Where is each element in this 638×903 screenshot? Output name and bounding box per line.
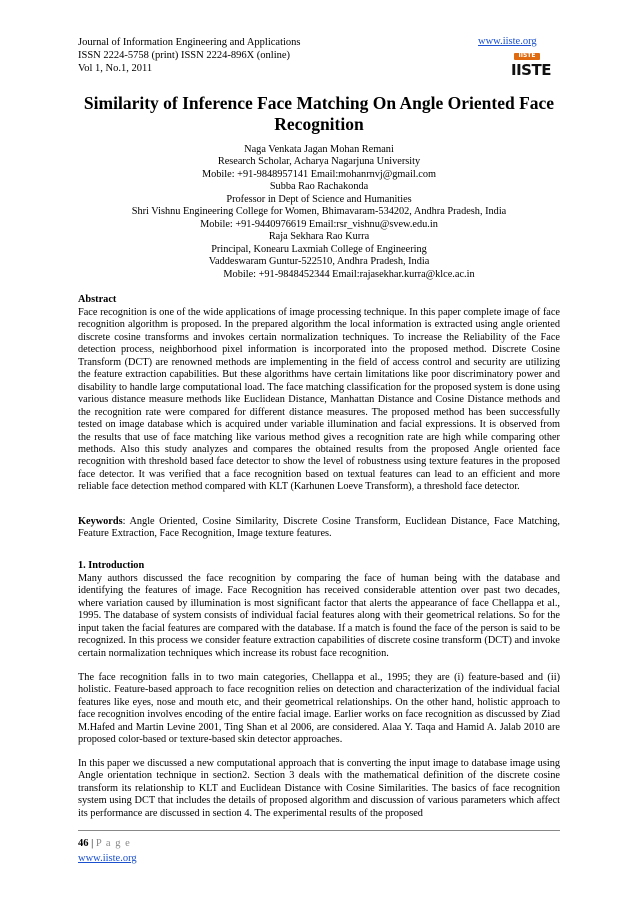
- author-line: Shri Vishnu Engineering College for Women, Bhimavaram-534202, Andhra Pradesh, India: [131, 206, 507, 218]
- author-line: Mobile: +91-9848452344 Email:rajasekhar.kurra@klce.ac.in: [223, 268, 475, 280]
- author-line: Research Scholar, Acharya Nagarjuna University: [217, 156, 421, 168]
- footer-divider: [78, 830, 560, 831]
- author-line: Mobile: +91-9848957141 Email:mohanrnvj@gmail.com: [201, 168, 437, 180]
- keywords: [78, 516, 560, 541]
- logo-top-text: IISTE: [518, 52, 536, 59]
- author-line: Professor in Dept of Science and Humanities: [226, 193, 412, 205]
- logo-mark: IISTE: [511, 61, 551, 79]
- iiste-logo: [511, 52, 551, 79]
- author-line: Mobile: +91-9440976619 Email:rsr_vishnu@svew.edu.in: [200, 218, 438, 230]
- page-word: P a g e: [95, 838, 131, 849]
- keywords-text: : Angle Oriented, Cosine Similarity, Discrete Cosine Transform, Euclidean Distance, Face Matching, Feature Extraction, Face Recognition, Image texture features.: [78, 516, 560, 540]
- journal-info: [78, 36, 301, 75]
- page-separator: |: [88, 838, 96, 849]
- keywords-label: Keywords: [78, 516, 123, 527]
- intro-paragraph: In this paper we discussed a new computational approach that is converting the input image to database image using Angle orientation technique in section2. Section 3 deals with the mathematical definition of the discrete cosine transform its relationship to KLT and Euclidean Distance with Cosine Similarities. The basics of face recognition system using DCT that includes the details of proposed algorithm and discussion of various parameters which affect its performance are discussed in section 4. The experimental results of the proposed: [78, 758, 560, 819]
- journal-name: Journal of Information Engineering and Applications: [78, 37, 301, 48]
- logo-top-bar: [514, 53, 540, 60]
- author-line: Naga Venkata Jagan Mohan Remani: [244, 144, 394, 155]
- page-number: 46: [78, 838, 89, 849]
- author-block: [78, 144, 560, 281]
- header-website-link[interactable]: www.iiste.org: [478, 36, 537, 47]
- abstract-heading: Abstract: [78, 294, 117, 305]
- journal-issn: ISSN 2224-5758 (print) ISSN 2224-896X (online): [78, 50, 291, 61]
- intro-paragraph: Many authors discussed the face recognition by comparing the face of human being with the database and identifying the features of image. Face Recognition has received considerable attention over past two decades, where variation caused by illumination is most significant factor that alerts the appearance of face Chellappa et al., 1995. The database of system consists of individual facial features along with their geometrical relations. So for the input taken the facial features are compared with the database. If a match is found the face of the person is said to be recognized. In this process we consider feature extraction capabilities of discrete cosine transform (DCT) and invoke certain normalization techniques which increase its robust face recognition.: [78, 573, 560, 659]
- author-line: Subba Rao Rachakonda: [269, 181, 369, 193]
- footer-page-number: [78, 838, 131, 849]
- intro-paragraph: The face recognition falls in to two main categories, Chellappa et al., 1995; they are (i) feature-based and (ii) holistic. Feature-based approach to face recognition relies on detection and characterization of the individual facial features like eyes, nose and mouth etc, and their geometrical relationships. On the other hand, holistic approach to face recognition involves encoding of the entire facial image. Earlier works on face recognition as discussed by Ziad M.Hafed and Martin Levine 2001, Ting Shan et al 2006, are considered. Alaa Y. Taqa and Hamid A. Jalab 2010 are proposed color-based or texture-based skin detector approaches.: [78, 672, 560, 746]
- abstract-text: Face recognition is one of the wide applications of image processing technique. In this paper complete image of face recognition algorithm is proposed. In the prepared algorithm the local information is extracted using angle oriented discrete cosine transforms and invokes certain normalization techniques. To increase the Reliability of the Face detection process, neighborhood pixel information is incorporated into the proposed method. Discrete Cosine Transform (DCT) are renowned methods are implementing in the field of access control and security are utilizing the feature extraction capabilities. But these algorithms have certain limitations like poor discriminatory power and disability to handle large computational load. The face matching classification for the proposed system is done using various distance measure methods like Euclidean Distance, Manhattan Distance and Cosine Distance methods and the recognition rate were compared for different distance measures. The proposed method has been successfully tested on image database which is acquired under variable illumination and facial expressions. It is observed from the results that use of face matching like various method gives a recognition rate are high while comparing other methods. Also this study analyzes and compares the obtained results from the proposed Angle oriented face recognition with threshold based face detector to show the level of robustness using texture features in the proposed face detector. It was verified that a face recognition based on textual features can lead to an efficient and more reliable face detection method compared with KLT (Karhunen Loeve Transform), a threshold face detector.: [78, 307, 560, 493]
- paper-title: Similarity of Inference Face Matching On Angle Oriented Face Recognition: [83, 93, 555, 134]
- author-line: Raja Sekhara Rao Kurra: [268, 231, 370, 243]
- author-line: Vaddeswaram Guntur-522510, Andhra Pradesh, India: [208, 256, 430, 268]
- section-heading-introduction: 1. Introduction: [78, 560, 145, 571]
- journal-volume: Vol 1, No.1, 2011: [78, 63, 153, 74]
- footer-website-link[interactable]: www.iiste.org: [78, 853, 137, 864]
- author-line: Principal, Konearu Laxmiah College of Engineering: [211, 243, 427, 255]
